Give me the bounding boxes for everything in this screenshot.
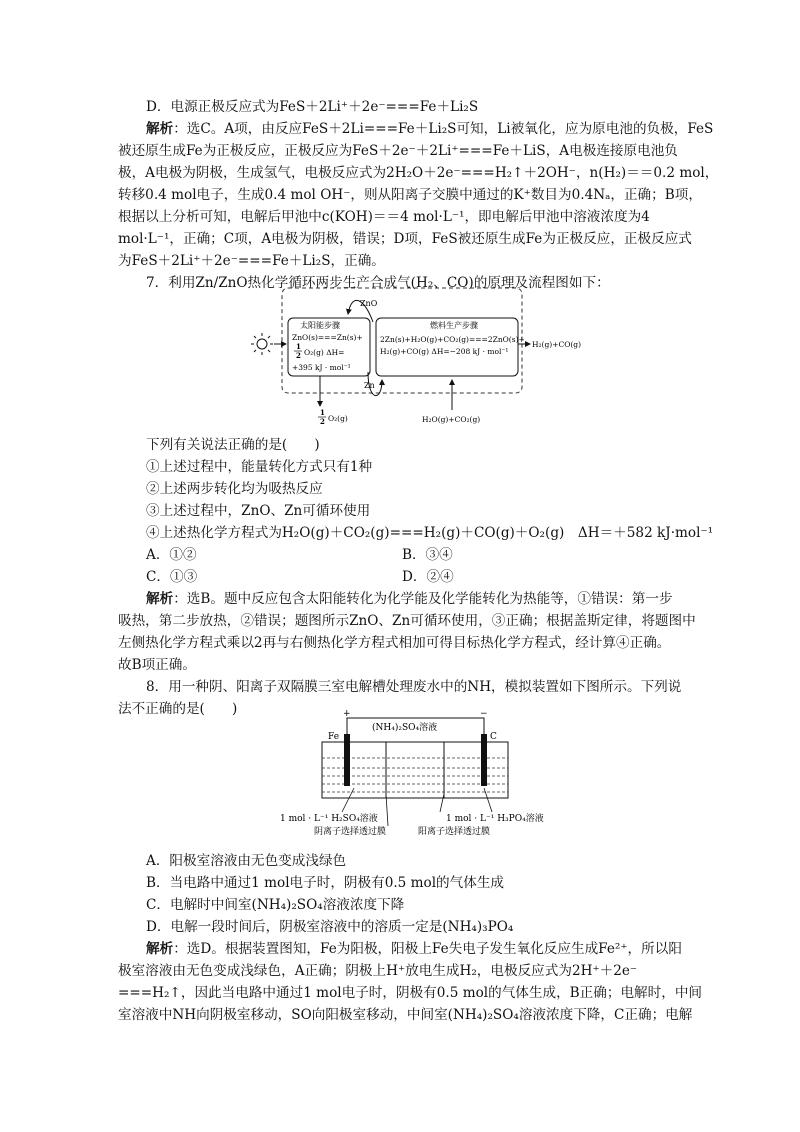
q7-option-a: A．①② — [146, 547, 197, 563]
solar-eq-line3: +395 kJ · mol⁻¹ — [292, 363, 351, 372]
q7-item: ③上述过程中，ZnO、Zn可循环使用 — [146, 503, 371, 519]
explanation-label: 解析 — [146, 121, 174, 137]
fe-electrode-label: Fe — [328, 732, 340, 742]
q8-explanation-line: 极室溶液由无色变成浅绿色，A正确；阴极上H⁺放电生成H₂，电极反应式为2H⁺＋2e⁻ — [118, 963, 638, 979]
q8-option-c: C．电解时中间室(NH₄)₂SO₄溶液浓度下降 — [146, 897, 405, 913]
q8-stem: 8．用一种阴、阳离子双隔膜三室电解槽处理废水中的NH，模拟装置如下图所示。下列说 — [146, 679, 682, 695]
q6-explanation-line: 被还原生成Fe为正极反应，正极反应为FeS＋2e⁻＋2Li⁺===Fe＋LiS，A电极连接原电池负 — [118, 143, 678, 159]
q6-explanation-line: 为FeS＋2Li⁺＋2e⁻===Fe＋Li₂S，正确。 — [118, 253, 385, 269]
q6-option-d: D．电源正极反应式为FeS＋2Li⁺＋2e⁻===Fe＋Li₂S — [146, 99, 479, 115]
zn-cycle-label: Zn — [364, 381, 375, 390]
left-solution-label: 1 mol · L⁻¹ H₂SO₄溶液 — [280, 814, 378, 824]
svg-text:1: 1 — [296, 342, 301, 351]
sun-icon — [251, 333, 273, 355]
q7-option-b: B．③④ — [402, 547, 453, 563]
q8-stem-cont: 法不正确的是( ) — [118, 701, 238, 717]
plus-sign: + — [343, 709, 351, 719]
svg-text:2: 2 — [296, 351, 301, 360]
fuel-step-title: 燃料生产步骤 — [430, 321, 478, 330]
middle-solution-label: (NH₄)₂SO₄溶液 — [372, 723, 438, 733]
q7-explanation-line: 解析：选B。题中反应包含太阳能转化为化学能及化学能转化为热能等，①错误：第一步 — [146, 591, 673, 607]
q6-explanation-line: 根据以上分析可知，电解后甲池中c(KOH)＝＝4 mol·L⁻¹，即电解后甲池中溶液浓度为4 — [118, 209, 650, 225]
q8-option-d: D．电解一段时间后，阴极室溶液中的溶质一定是(NH₄)₃PO₄ — [146, 919, 514, 935]
q7-stem: 7．利用Zn/ZnO热化学循环两步生产合成气(H₂、CO)的原理及流程图如下： — [146, 275, 610, 291]
q7-item: ①上述过程中，能量转化方式只有1种 — [146, 459, 373, 475]
q7-option-d: D．②④ — [402, 569, 454, 585]
q8-electrolysis-diagram — [272, 708, 572, 836]
fe-electrode — [344, 734, 350, 786]
q6-explanation-line: 解析：选C。A项，由反应FeS＋2Li===Fe＋Li₂S可知，Li被氧化，应为原电池的负极，FeS — [146, 121, 714, 137]
q7-explanation-line: 吸热，第二步放热，②错误；题图所示ZnO、Zn可循环使用，③正确；根据盖斯定律，将题图中 — [118, 613, 696, 629]
q8-explanation-line: 解析：选D。根据装置图知，Fe为阳极，阳极上Fe失电子发生氧化反应生成Fe²⁺，所以阳 — [146, 941, 682, 957]
solar-step-title: 太阳能步骤 — [300, 321, 340, 330]
fuel-eq-line2: H₂(g)+CO(g) ΔH=−208 kJ · mol⁻¹ — [380, 347, 509, 356]
svg-text:1: 1 — [320, 408, 325, 417]
q7-option-c: C．①③ — [146, 569, 198, 585]
explanation-label: 解析 — [146, 941, 174, 957]
solar-eq-line2: O₂(g) ΔH= — [304, 348, 345, 357]
o2-out-label: O₂(g) — [328, 414, 348, 423]
q7-flow-diagram — [240, 284, 620, 434]
q7-explanation-line: 左侧热化学方程式乘以2再与右侧热化学方程式相加可得目标热化学方程式，经计算④正确。 — [118, 635, 671, 651]
q6-explanation-line: 转移0.4 mol电子，生成0.4 mol OH⁻，则从阳离子交膜中通过的K⁺数目为0.4Nₐ，正确；B项， — [118, 187, 702, 203]
q8-explanation-line: 室溶液中NH向阴极室移动，SO向阳极室移动，中间室(NH₄)₂SO₄溶液浓度下降，C正确；电解 — [118, 1007, 693, 1023]
q8-option-a: A．阳极室溶液由无色变成浅绿色 — [146, 853, 347, 869]
cation-membrane-label: 阳离子选择透过膜 — [418, 827, 491, 836]
input-label: H₂O(g)+CO₂(g) — [422, 415, 481, 424]
fuel-eq-line1: 2Zn(s)+H₂O(g)+CO₂(g)===2ZnO(s)+ — [380, 335, 525, 344]
right-solution-label: 1 mol · L⁻¹ H₃PO₄溶液 — [446, 814, 544, 824]
q7-options-row-1 — [146, 546, 453, 564]
output-label: H₂(g)+CO(g) — [532, 340, 582, 349]
q7-options-row-2 — [146, 568, 454, 586]
zno-cycle-label: ZnO — [360, 299, 378, 308]
q7-explanation-line: 故B项正确。 — [118, 657, 196, 673]
minus-sign: − — [480, 709, 488, 719]
solar-eq-line1: ZnO(s)===Zn(s)+ — [292, 333, 363, 342]
explanation-label: 解析 — [146, 591, 174, 607]
q7-question: 下列有关说法正确的是( ) — [146, 437, 320, 453]
q6-explanation-line: 极，A电极为阴极，生成氢气，电极反应式为2H₂O＋2e⁻===H₂↑＋2OH⁻，n(H₂)＝＝0.2 mol， — [118, 165, 719, 181]
c-electrode-label: C — [490, 732, 497, 742]
q6-explanation-line: mol·L⁻¹，正确；C项，A电极为阴极，错误；D项，FeS被还原生成Fe为正极反应，正极反应式 — [118, 231, 692, 247]
anion-membrane-label: 阴离子选择透过膜 — [314, 827, 387, 836]
q7-item: ④上述热化学方程式为H₂O(g)＋CO₂(g)===H₂(g)＋CO(g)＋O₂(g) ΔH＝＋582 kJ·mol⁻¹ — [146, 525, 714, 541]
svg-text:2: 2 — [320, 417, 325, 426]
c-electrode — [481, 734, 487, 786]
q8-explanation-line: ===H₂↑，因此当电路中通过1 mol电子时，阴极有0.5 mol的气体生成，B正确；电解时，中间 — [118, 985, 703, 1001]
q7-item: ②上述两步转化均为吸热反应 — [146, 481, 323, 497]
q8-option-b: B．当电路中通过1 mol电子时，阴极有0.5 mol的气体生成 — [146, 875, 505, 891]
